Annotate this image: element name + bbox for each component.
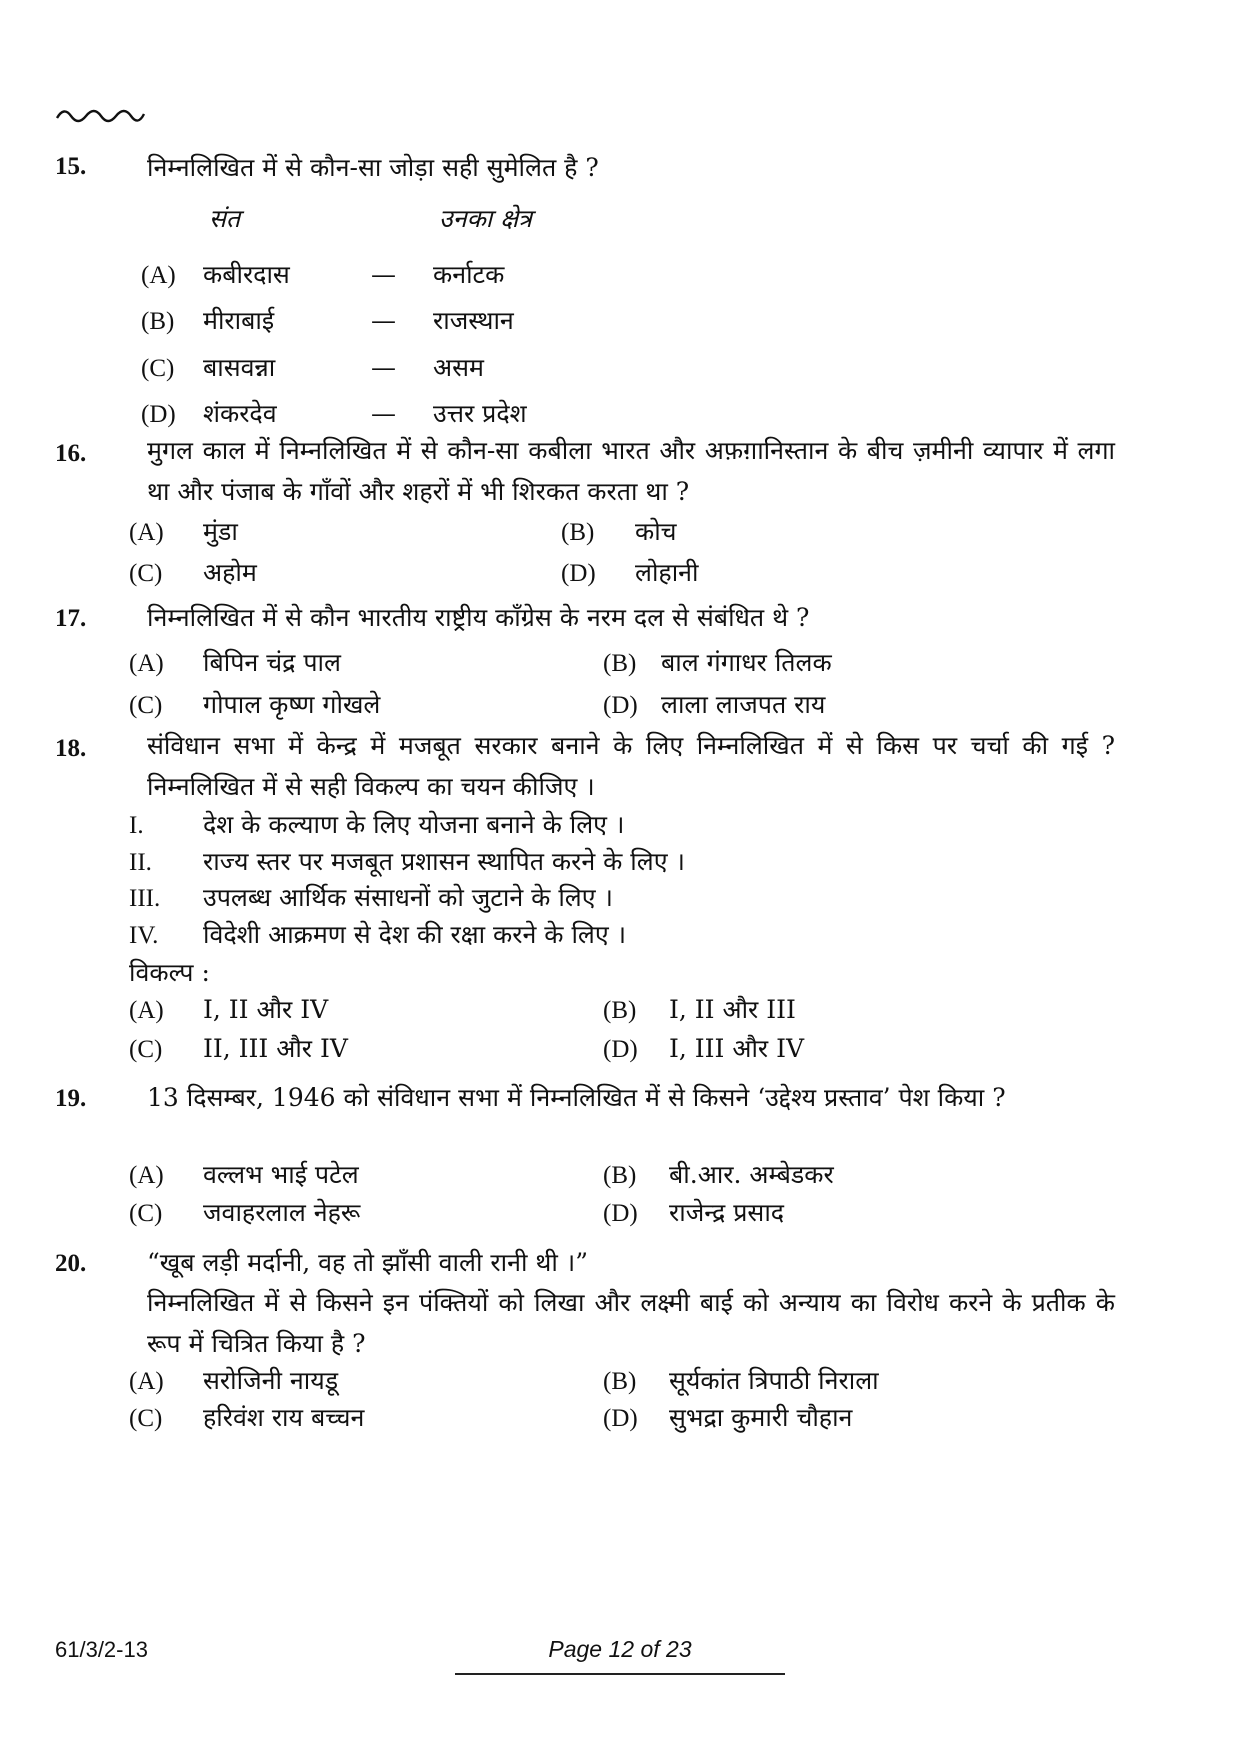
option-d: (D) I, III और IV: [603, 1034, 805, 1063]
question-text: निम्नलिखित में से किसने इन पंक्तियों को लिखा और लक्ष्मी बाई को अन्याय का विरोध करने के प्रतीक के रूप में चित्रित किया है ?: [147, 1288, 1115, 1358]
match-row: (B) मीराबाई — राजस्थान: [141, 306, 514, 335]
question-number: 18.: [55, 735, 87, 762]
option-a: (A) बिपिन चंद्र पाल: [129, 648, 341, 677]
option-c: (C) जवाहरलाल नेहरू: [129, 1198, 361, 1227]
option-d: (D) सुभद्रा कुमारी चौहान: [603, 1403, 853, 1432]
question-text: निम्नलिखित में से कौन भारतीय राष्ट्रीय काँग्रेस के नरम दल से संबंधित थे ?: [147, 603, 810, 632]
option-b: (B) सूर्यकांत त्रिपाठी निराला: [603, 1366, 879, 1395]
option-c: (C) हरिवंश राय बच्चन: [129, 1403, 365, 1432]
option-b: (B) कोच: [561, 517, 677, 546]
options-heading: विकल्प :: [129, 958, 210, 987]
statement-ii: II. राज्य स्तर पर मजबूत प्रशासन स्थापित करने के लिए ।: [129, 847, 685, 876]
page-number: Page 12 of 23: [548, 1636, 692, 1662]
option-d: (D) लोहानी: [561, 558, 699, 587]
option-a: (A) वल्लभ भाई पटेल: [129, 1160, 359, 1189]
question-text: 13 दिसम्बर, 1946 को संविधान सभा में निम्नलिखित में से किसने ‘उद्देश्य प्रस्ताव’ पेश किया ?: [147, 1083, 1006, 1112]
option-c: (C) गोपाल कृष्ण गोखले: [129, 690, 381, 719]
option-a: (A) सरोजिनी नायडू: [129, 1366, 339, 1395]
match-row: (D) शंकरदेव — उत्तर प्रदेश: [141, 399, 527, 428]
option-a: (A) मुंडा: [129, 517, 238, 546]
question-number: 17.: [55, 605, 87, 632]
option-a: (A) I, II और IV: [129, 995, 329, 1024]
footer-divider: [455, 1673, 785, 1675]
question-number: 16.: [55, 440, 87, 467]
statement-iv: IV. विदेशी आक्रमण से देश की रक्षा करने के लिए ।: [129, 920, 627, 949]
option-b: (B) बी.आर. अम्बेडकर: [603, 1160, 834, 1189]
question-number: 19.: [55, 1085, 87, 1112]
option-b: (B) बाल गंगाधर तिलक: [603, 648, 832, 677]
option-c: (C) अहोम: [129, 558, 257, 587]
wavy-line-icon: [55, 102, 147, 126]
question-quote: “खूब लड़ी मर्दानी, वह तो झाँसी वाली रानी थी ।”: [147, 1248, 589, 1277]
question-text: मुगल काल में निम्नलिखित में से कौन-सा कबीला भारत और अफ़ग़ानिस्तान के बीच ज़मीनी व्यापार में लगा था और पंजाब के गाँवों और शहरों में भी शिरकत करता था ?: [147, 436, 1115, 506]
option-d: (D) लाला लाजपत राय: [603, 690, 826, 719]
match-row: (C) बासवन्ना — असम: [141, 353, 484, 382]
paper-code: 61/3/2-13: [55, 1637, 148, 1662]
question-number: 20.: [55, 1250, 87, 1277]
question-number: 15.: [55, 153, 87, 180]
question-text: निम्नलिखित में से कौन-सा जोड़ा सही सुमेलित है ?: [147, 153, 599, 182]
match-row: (A) कबीरदास — कर्नाटक: [141, 260, 505, 289]
option-c: (C) II, III और IV: [129, 1034, 348, 1063]
option-b: (B) I, II और III: [603, 995, 796, 1024]
statement-i: I. देश के कल्याण के लिए योजना बनाने के लिए ।: [129, 810, 625, 839]
option-d: (D) राजेन्द्र प्रसाद: [603, 1198, 785, 1227]
statement-iii: III. उपलब्ध आर्थिक संसाधनों को जुटाने के लिए ।: [129, 883, 614, 912]
question-text: संविधान सभा में केन्द्र में मजबूत सरकार बनाने के लिए निम्नलिखित में से किस पर चर्चा की गई ? निम्नलिखित में से सही विकल्प का चयन कीजिए ।: [147, 731, 1115, 801]
column-header-region: उनका क्षेत्र: [439, 204, 532, 233]
column-header-saint: संत: [209, 204, 241, 233]
